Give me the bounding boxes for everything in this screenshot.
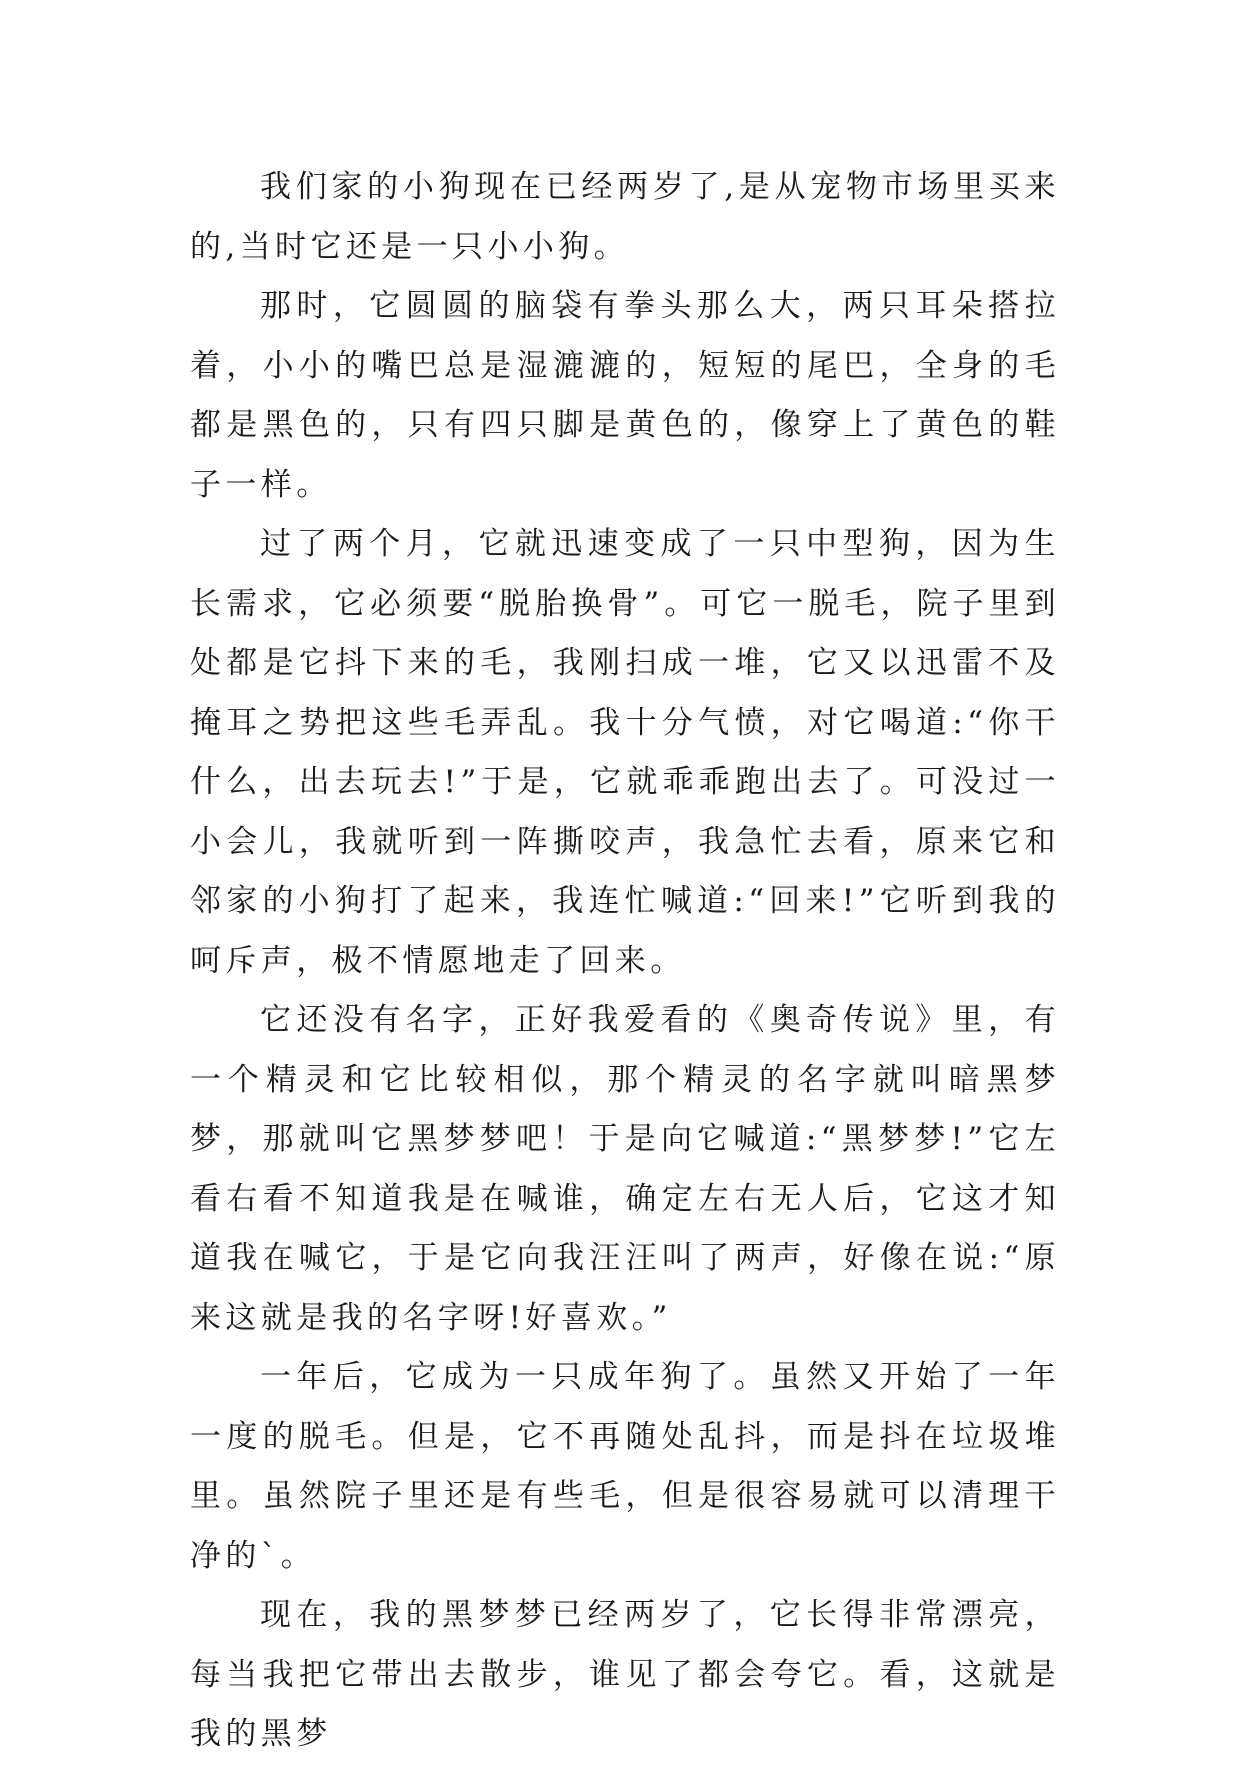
paragraph-3: 过了两个月，它就迅速变成了一只中型狗，因为生长需求，它必须要“脱胎换骨”。可它一脱毛，院子里到处都是它抖下来的毛，我刚扫成一堆，它又以迅雷不及掩耳之势把这些毛弄乱。我十分气愤，对它喝道:“你干什么，出去玩去!”于是，它就乖乖跑出去了。可没过一小会儿，我就听到一阵撕咬声，我急忙去看，原来它和邻家的小狗打了起来，我连忙喊道:“回来!”它听到我的呵斥声，极不情愿地走了回来。 xyxy=(190,526,1060,979)
paragraph-2: 那时，它圆圆的脑袋有拳头那么大，两只耳朵搭拉着，小小的嘴巴总是湿漉漉的，短短的尾巴，全身的毛都是黑色的，只有四只脚是黄色的，像穿上了黄色的鞋子一样。 xyxy=(190,288,1060,503)
paragraph-6: 现在，我的黑梦梦已经两岁了，它长得非常漂亮，每当我把它带出去散步，谁见了都会夸它。看，这就是我的黑梦 xyxy=(190,1597,1060,1752)
paragraph-4: 它还没有名字，正好我爱看的《奥奇传说》里，有一个精灵和它比较相似，那个精灵的名字就叫暗黑梦梦，那就叫它黑梦梦吧！于是向它喊道:“黑梦梦!”它左看右看不知道我是在喊谁，确定左右无人后，它这才知道我在喊它，于是它向我汪汪叫了两声，好像在说:“原来这就是我的名字呀!好喜欢。” xyxy=(190,1002,1060,1336)
paragraph-1: 我们家的小狗现在已经两岁了,是从宠物市场里买来的,当时它还是一只小小狗。 xyxy=(190,169,1060,265)
paragraph-5: 一年后，它成为一只成年狗了。虽然又开始了一年一度的脱毛。但是，它不再随处乱抖，而是抖在垃圾堆里。虽然院子里还是有些毛，但是很容易就可以清理干净的`。 xyxy=(190,1359,1060,1574)
essay-body xyxy=(190,158,1060,1765)
